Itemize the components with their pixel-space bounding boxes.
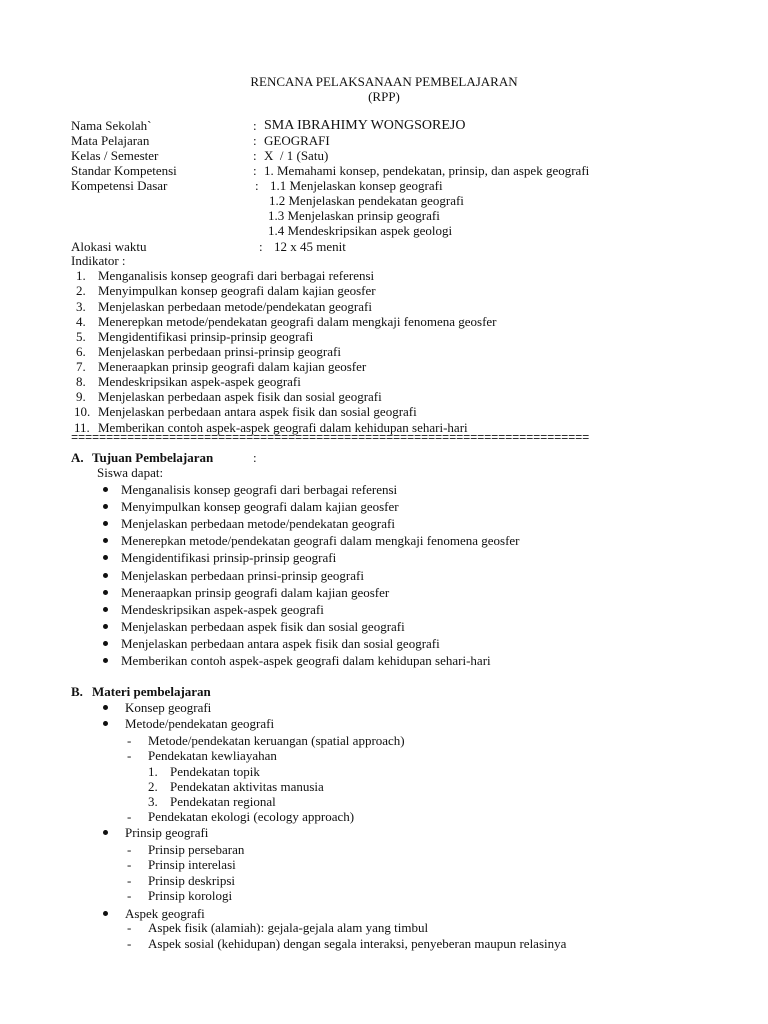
- bullet-icon: [103, 641, 108, 646]
- indikator-text: Meneraapkan prinsip geografi dalam kajian geosfer: [98, 359, 367, 374]
- kewilayahan-number: 1.: [148, 764, 158, 779]
- bullet-icon: [103, 624, 108, 629]
- dash-icon: -: [127, 842, 132, 857]
- bullet-icon: [103, 607, 108, 612]
- tujuan-item: Memberikan contoh aspek-aspek geografi dalam kehidupan sehari-hari: [121, 653, 491, 668]
- tujuan-item: Meneraapkan prinsip geografi dalam kajian geosfer: [121, 585, 390, 600]
- info-sep-sk: :: [253, 163, 257, 178]
- dash-icon: -: [127, 873, 132, 888]
- section-b-letter: B.: [71, 684, 83, 699]
- tujuan-item: Menjelaskan perbedaan metode/pendekatan geografi: [121, 516, 395, 531]
- indikator-number: 1.: [76, 268, 86, 283]
- bullet-icon: [103, 487, 108, 492]
- section-b-title: Materi pembelajaran: [92, 684, 211, 699]
- materi-aspek: Aspek geografi: [125, 906, 205, 921]
- bullet-icon: [103, 830, 108, 835]
- kd-item: 1.2 Menjelaskan pendekatan geografi: [269, 193, 464, 208]
- indikator-text: Mendeskripsikan aspek-aspek geografi: [98, 374, 301, 389]
- dash-icon: -: [127, 733, 132, 748]
- materi-prinsip: Prinsip geografi: [125, 825, 209, 840]
- indikator-number: 10.: [74, 404, 91, 419]
- indikator-number: 8.: [76, 374, 86, 389]
- dash-icon: -: [127, 748, 132, 763]
- info-value-sk: 1. Memahami konsep, pendekatan, prinsip, dan aspek geografi: [264, 163, 590, 178]
- bullet-icon: [103, 911, 108, 916]
- info-label-time: Alokasi waktu: [71, 239, 147, 254]
- bullet-icon: [103, 573, 108, 578]
- bullet-icon: [103, 721, 108, 726]
- info-value-subject: GEOGRAFI: [264, 133, 330, 148]
- indikator-text: Mengidentifikasi prinsip-prinsip geografi: [98, 329, 314, 344]
- tujuan-item: Menyimpulkan konsep geografi dalam kajian geosfer: [121, 499, 399, 514]
- info-value-kd: 1.1 Menjelaskan konsep geografi: [270, 178, 443, 193]
- info-label-sk: Standar Kompetensi: [71, 163, 177, 178]
- bullet-icon: [103, 590, 108, 595]
- prinsip-sub-item: Prinsip deskripsi: [148, 873, 236, 888]
- indikator-text: Menjelaskan perbedaan prinsi-prinsip geografi: [98, 344, 341, 359]
- info-label-kd: Kompetensi Dasar: [71, 178, 168, 193]
- tujuan-item: Menjelaskan perbedaan aspek fisik dan sosial geografi: [121, 619, 405, 634]
- info-value-time: 12 x 45 menit: [274, 239, 346, 254]
- indikator-text: Menjelaskan perbedaan antara aspek fisik dan sosial geografi: [98, 404, 417, 419]
- metode-sub-item: Pendekatan ekologi (ecology approach): [148, 809, 355, 824]
- materi-metode: Metode/pendekatan geografi: [125, 716, 275, 731]
- info-label-class: Kelas / Semester: [71, 148, 159, 163]
- info-value-school: SMA IBRAHIMY WONGSOREJO: [264, 118, 466, 133]
- dash-icon: -: [127, 936, 132, 951]
- aspek-sub-item: Aspek fisik (alamiah): gejala-gejala alam yang timbul: [148, 920, 429, 935]
- indikator-text: Menganalisis konsep geografi dari berbagai referensi: [98, 268, 375, 283]
- metode-sub-item: Metode/pendekatan keruangan (spatial approach): [148, 733, 405, 748]
- prinsip-sub-item: Prinsip persebaran: [148, 842, 245, 857]
- indikator-text: Menjelaskan perbedaan aspek fisik dan sosial geografi: [98, 389, 382, 404]
- indikator-number: 6.: [76, 344, 86, 359]
- info-sep-class: :: [253, 148, 257, 163]
- indikator-number: 4.: [76, 314, 86, 329]
- info-sep-school: :: [253, 118, 257, 133]
- bullet-icon: [103, 521, 108, 526]
- bullet-icon: [103, 658, 108, 663]
- kewilayahan-number: 2.: [148, 779, 158, 794]
- section-a-colon: :: [253, 450, 257, 465]
- section-a-title: Tujuan Pembelajaran: [92, 450, 214, 465]
- tujuan-item: Menjelaskan perbedaan antara aspek fisik dan sosial geografi: [121, 636, 440, 651]
- info-sep-time: :: [259, 239, 263, 254]
- document-title: RENCANA PELAKSANAAN PEMBELAJARAN: [250, 74, 518, 89]
- document-subtitle: (RPP): [368, 89, 400, 104]
- tujuan-item: Mengidentifikasi prinsip-prinsip geografi: [121, 550, 337, 565]
- bullet-icon: [103, 538, 108, 543]
- indikator-number: 9.: [76, 389, 86, 404]
- tujuan-item: Menganalisis konsep geografi dari berbagai referensi: [121, 482, 398, 497]
- kd-item: 1.4 Mendeskripsikan aspek geologi: [268, 223, 453, 238]
- separator-line: ==========================================================================: [71, 432, 590, 444]
- dash-icon: -: [127, 809, 132, 824]
- tujuan-item: Menjelaskan perbedaan prinsi-prinsip geografi: [121, 568, 364, 583]
- tujuan-item: Menerepkan metode/pendekatan geografi dalam mengkaji fenomena geosfer: [121, 533, 520, 548]
- dash-icon: -: [127, 920, 132, 935]
- bullet-icon: [103, 555, 108, 560]
- dash-icon: -: [127, 888, 132, 903]
- indikator-number: 3.: [76, 299, 86, 314]
- indikator-number: 5.: [76, 329, 86, 344]
- info-label-subject: Mata Pelajaran: [71, 133, 150, 148]
- info-sep-subject: :: [253, 133, 257, 148]
- aspek-sub-item: Aspek sosial (kehidupan) dengan segala interaksi, penyeberan maupun relasinya: [148, 936, 567, 951]
- kd-item: 1.3 Menjelaskan prinsip geografi: [268, 208, 440, 223]
- metode-sub-item: Pendekatan kewliayahan: [148, 748, 277, 763]
- kewilayahan-item: Pendekatan topik: [170, 764, 260, 779]
- indikator-text: Memberikan contoh aspek-aspek geografi dalam kehidupan sehari-hari: [98, 420, 468, 435]
- bullet-icon: [103, 705, 108, 710]
- kewilayahan-item: Pendekatan regional: [170, 794, 276, 809]
- indikator-number: 2.: [76, 283, 86, 298]
- kewilayahan-number: 3.: [148, 794, 158, 809]
- bullet-icon: [103, 504, 108, 509]
- indikator-text: Menjelaskan perbedaan metode/pendekatan geografi: [98, 299, 372, 314]
- prinsip-sub-item: Prinsip interelasi: [148, 857, 236, 872]
- info-value-class: X / 1 (Satu): [264, 148, 329, 163]
- tujuan-item: Mendeskripsikan aspek-aspek geografi: [121, 602, 324, 617]
- materi-konsep: Konsep geografi: [125, 700, 212, 715]
- info-sep-kd: :: [255, 178, 259, 193]
- indikator-text: Menerepkan metode/pendekatan geografi dalam mengkaji fenomena geosfer: [98, 314, 497, 329]
- indikator-heading: Indikator :: [71, 253, 126, 268]
- prinsip-sub-item: Prinsip korologi: [148, 888, 233, 903]
- indikator-number: 11.: [74, 420, 90, 435]
- info-label-school: Nama Sekolah`: [71, 118, 152, 133]
- indikator-text: Menyimpulkan konsep geografi dalam kajian geosfer: [98, 283, 376, 298]
- section-a-intro: Siswa dapat:: [97, 465, 164, 480]
- indikator-number: 7.: [76, 359, 86, 374]
- dash-icon: -: [127, 857, 132, 872]
- kewilayahan-item: Pendekatan aktivitas manusia: [170, 779, 324, 794]
- section-a-letter: A.: [71, 450, 84, 465]
